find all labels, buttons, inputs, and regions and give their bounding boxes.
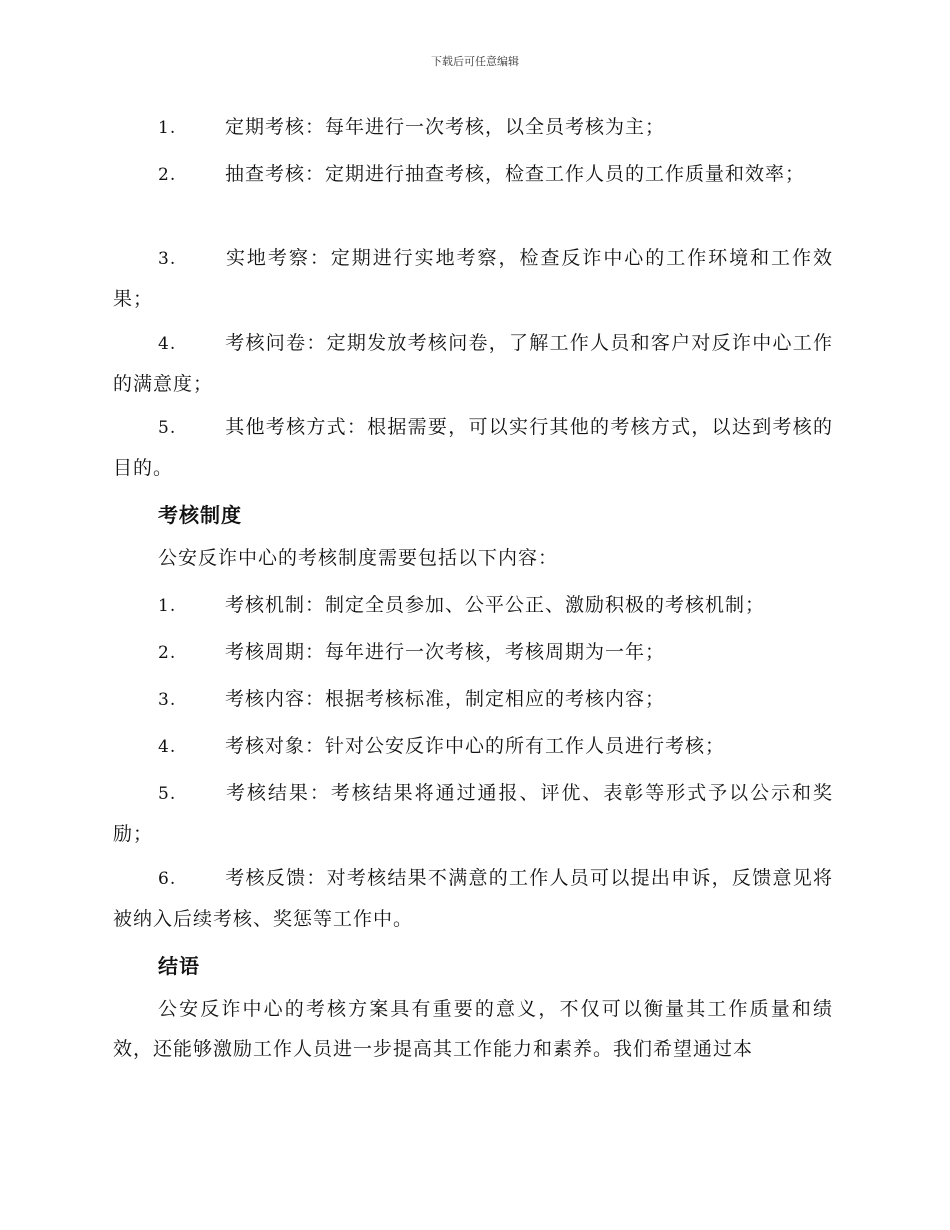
list-text: 考核问卷：定期发放考核问卷，了解工作人员和客户对反诈中心工作的满意度； xyxy=(113,332,833,395)
list-item xyxy=(113,323,833,404)
section-intro: 公安反诈中心的考核制度需要包括以下内容： xyxy=(158,547,559,569)
list-text: 考核反馈：对考核结果不满意的工作人员可以提出申诉，反馈意见将被纳入后续考核、奖惩等工作中。 xyxy=(113,867,833,930)
list-text: 考核内容：根据考核标准，制定相应的考核内容； xyxy=(225,688,666,710)
list-number: 6. xyxy=(158,869,177,889)
list-number: 2. xyxy=(158,643,177,663)
list-number: 2. xyxy=(158,165,177,185)
list-text: 抽查考核：定期进行抽查考核，检查工作人员的工作质量和效率； xyxy=(225,163,806,185)
list-item xyxy=(113,107,833,148)
conclusion-paragraph: 公安反诈中心的考核方案具有重要的意义，不仅可以衡量其工作质量和绩效，还能够激励工作人员进一步提高其工作能力和素养。我们希望通过本 xyxy=(113,998,833,1060)
list-item xyxy=(113,858,833,939)
list-item xyxy=(113,585,833,626)
list-text: 其他考核方式：根据需要，可以实行其他的考核方式，以达到考核的目的。 xyxy=(113,416,833,479)
page-header: 下载后可任意编辑 xyxy=(431,55,519,68)
list-text: 考核结果：考核结果将通过通报、评优、表彰等形式予以公示和奖励； xyxy=(113,782,833,845)
list-number: 5. xyxy=(158,418,177,438)
list-text: 考核周期：每年进行一次考核，考核周期为一年； xyxy=(225,641,666,663)
list-number: 5. xyxy=(158,784,177,804)
list-number: 1. xyxy=(158,118,177,138)
list-item xyxy=(113,632,833,673)
list-text: 实地考察：定期进行实地考察，检查反诈中心的工作环境和工作效果； xyxy=(113,247,833,310)
list-text: 考核对象：针对公安反诈中心的所有工作人员进行考核； xyxy=(225,735,726,757)
list-number: 4. xyxy=(158,334,177,354)
list-text: 定期考核：每年进行一次考核，以全员考核为主； xyxy=(225,116,666,138)
list-item xyxy=(113,679,833,720)
list-item xyxy=(113,238,833,319)
list-item xyxy=(113,773,833,854)
section-heading-conclusion: 结语 xyxy=(158,954,200,978)
list-item xyxy=(113,726,833,767)
section-heading-assessment-system: 考核制度 xyxy=(158,503,242,527)
list-number: 3. xyxy=(158,249,177,269)
list-number: 3. xyxy=(158,690,177,710)
list-text: 考核机制：制定全员参加、公平公正、激励积极的考核机制； xyxy=(225,594,766,616)
list-number: 4. xyxy=(158,737,177,757)
list-item xyxy=(113,154,833,195)
list-number: 1. xyxy=(158,596,177,616)
list-item xyxy=(113,407,833,488)
